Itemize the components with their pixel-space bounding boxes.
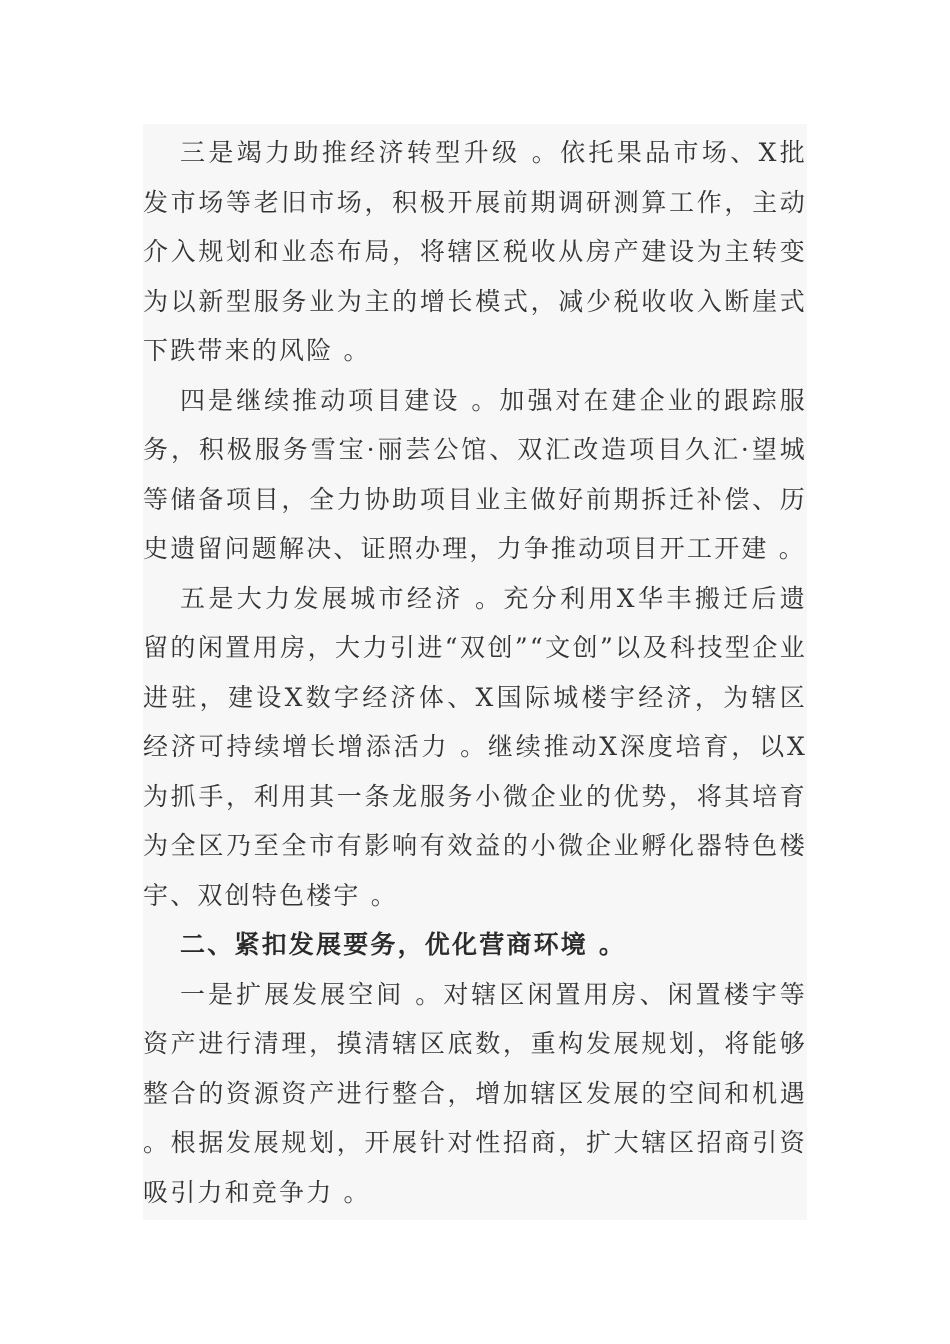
document-content	[143, 128, 807, 1217]
text-block	[143, 124, 807, 1220]
paragraph-urban-economy: 五是大力发展城市经济 。充分利用X华丰搬迁后遗留的闲置用房，大力引进“双创”“文创”以及科技型企业进驻，建设X数字经济体、X国际城楼宇经济，为辖区经济可持续增长增添活力 。继续推动X深度培育，以X为抓手，利用其一条龙服务小微企业的优势，将其培育为全区乃至全市有影响有效益的小微企业孵化器特色楼宇、双创特色楼宇 。	[143, 583, 807, 910]
paragraph-project-construction: 四是继续推动项目建设 。加强对在建企业的跟踪服务，积极服务雪宝·丽芸公馆、双汇改造项目久汇·望城等储备项目，全力协助项目业主做好前期拆迁补偿、历史遗留问题解决、证照办理，力争推动项目开工开建 。	[143, 385, 807, 563]
paragraph-economic-transformation: 三是竭力助推经济转型升级 。依托果品市场、X批发市场等老旧市场，积极开展前期调研测算工作，主动介入规划和业态布局，将辖区税收从房产建设为主转变为以新型服务业为主的增长模式，减少税收收入断崖式下跌带来的风险 。	[143, 138, 807, 365]
paragraph-development-space: 一是扩展发展空间 。对辖区闲置用房、闲置楼宇等资产进行清理，摸清辖区底数，重构发展规划，将能够整合的资源资产进行整合，增加辖区发展的空间和机遇 。根据发展规划，开展针对性招商，扩大辖区招商引资吸引力和竞争力 。	[143, 979, 807, 1207]
section-heading-business-environment: 二、紧扣发展要务，优化营商环境 。	[180, 930, 627, 959]
